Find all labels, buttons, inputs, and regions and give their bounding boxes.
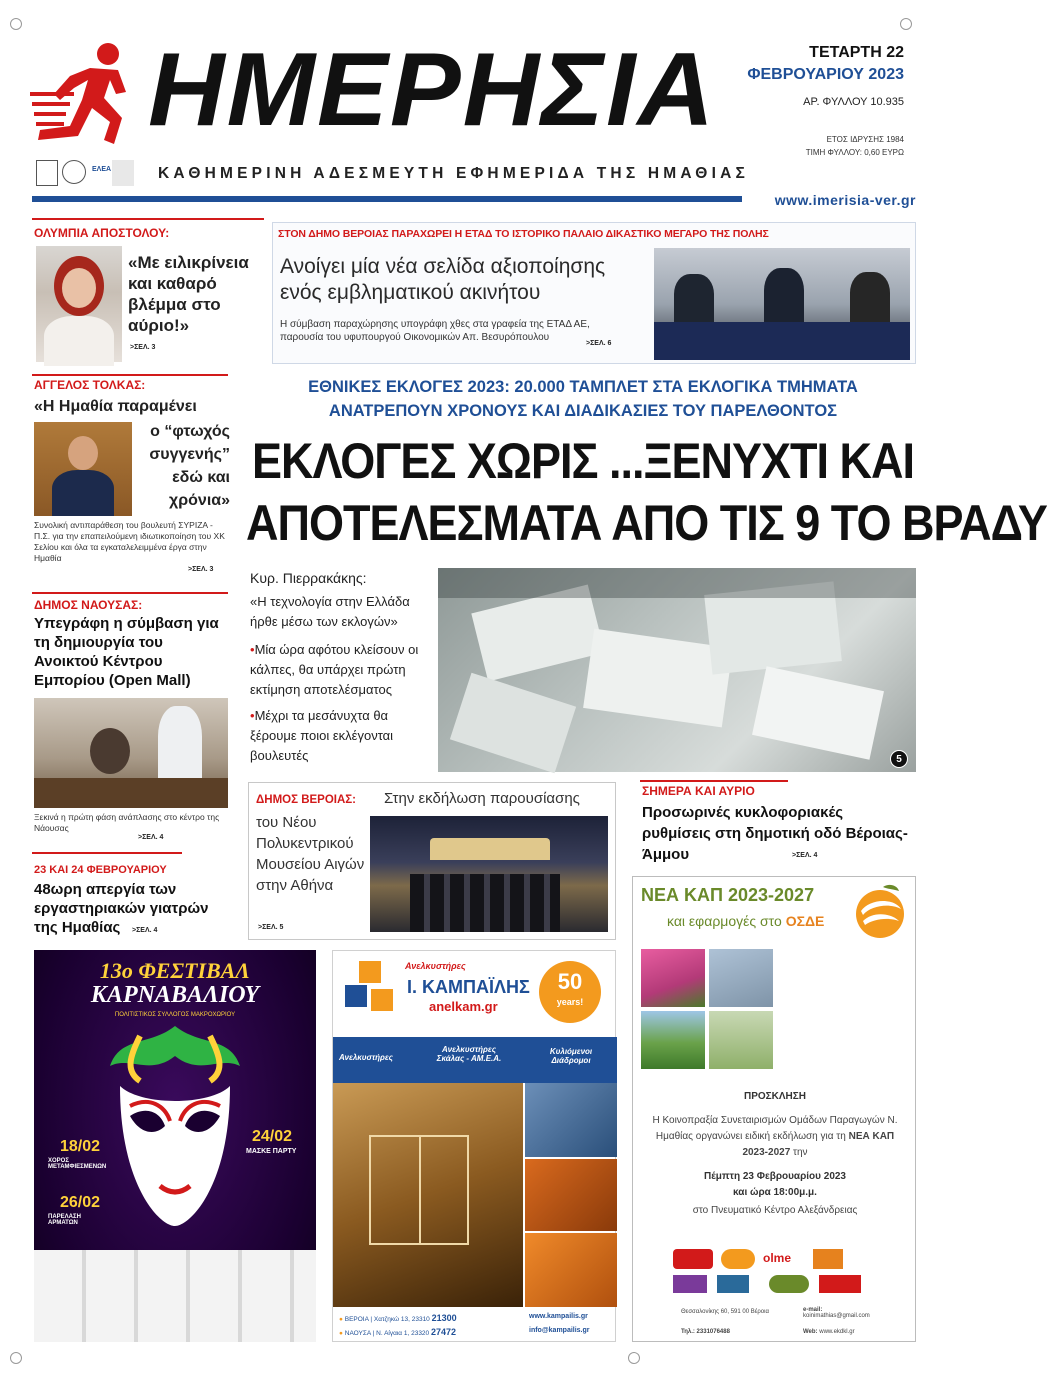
strike-headline: 48ωρη απεργία των εργαστηριακών γιατρών της Ημαθίας	[34, 881, 209, 936]
founded-year: ΕΤΟΣ ΙΔΡΥΣΗΣ 1984	[826, 135, 904, 144]
kap-contact-mail-label: e-mail:	[803, 1307, 823, 1313]
kap-contact-web	[803, 1329, 855, 1335]
main-kicker-line-1: ΕΘΝΙΚΕΣ ΕΚΛΟΓΕΣ 2023: 20.000 ΤΑΜΠΛΕΤ ΣΤΑ ΕΚΛΟΓΙΚΑ ΤΜΗΜΑΤΑ	[308, 378, 858, 396]
carnival-event-3: ΠΑΡΕΛΑΣΗ ΑΡΜΑΤΩΝ	[48, 1214, 81, 1226]
elevator-company: Ι. ΚΑΜΠΑΪΛΗΣ	[407, 977, 530, 997]
kap-contact-address: Θεσσαλονίκης 60, 591 00 Βέροια	[681, 1309, 769, 1315]
issue-month-year: ΦΕΒΡΟΥΑΡΙΟΥ 2023	[747, 66, 904, 83]
acropolis-event-photo	[370, 816, 608, 932]
tolkas-photo	[34, 422, 132, 516]
main-quote: «Η τεχνολογία στην Ελλάδα ήρθε μέσω των εκλογών»	[250, 594, 410, 629]
elevator-cubes-logo-icon	[341, 959, 401, 1019]
kap-when: Πέμπτη 23 Φεβρουαρίου 2023	[704, 1171, 846, 1182]
kap-photo-blossom	[641, 949, 705, 1007]
section-rule	[32, 852, 182, 854]
section-rule	[32, 374, 228, 376]
elevator-service-3: Κυλιόμενοι Διάδρομοι	[549, 1047, 593, 1065]
certification-badge-icon	[36, 160, 58, 186]
kap-contact-mail-value[interactable]: koinimathias@gmail.com	[803, 1313, 870, 1319]
carnival-event-2: ΜΑΣΚΕ ΠΑΡΤΥ	[246, 1148, 297, 1155]
naousa-text: Ξεκινά η πρώτη φάση ανάπλασης στο κέντρο της Νάουσας	[34, 812, 220, 833]
elevator-domain[interactable]: anelkam.gr	[429, 999, 498, 1014]
carnival-event-1: ΧΟΡΟΣ ΜΕΤΑΜΦΙΕΣΜΕΝΩΝ	[48, 1158, 107, 1170]
tolkas-quote-line-2: ο “φτωχός συγγενής” εδώ και χρόνια»	[149, 423, 230, 509]
partner-logo-icon	[819, 1275, 861, 1293]
main-bullet-1	[250, 640, 436, 700]
elevator-phone-2: 27472	[430, 1327, 457, 1337]
naousa-signing-photo	[34, 698, 228, 808]
kap-ad	[632, 876, 916, 1342]
bullet-icon: •	[250, 642, 255, 657]
kap-photo-bird	[709, 949, 773, 1007]
kap-invite-text-2: την	[793, 1147, 808, 1158]
courthouse-signing-photo	[654, 248, 910, 360]
partner-logos	[673, 1249, 883, 1299]
partner-logo-icon	[813, 1249, 843, 1269]
tolkas-label: ΑΓΓΕΛΟΣ ΤΟΛΚΑΣ:	[34, 378, 146, 392]
main-speaker: Κυρ. Πιερρακάκης:	[250, 570, 367, 586]
runner-logo-icon	[30, 40, 140, 150]
carnival-date-1: 18/02	[60, 1138, 101, 1155]
strike-page-ref[interactable]: >ΣΕΛ. 4	[132, 927, 158, 934]
bullet-icon: •	[250, 708, 255, 723]
ela-badge: ΕΛΕΑ	[92, 166, 112, 173]
olympia-label: ΟΛΥΜΠΙΑ ΑΠΟΣΤΟΛΟΥ:	[34, 226, 170, 240]
museum-label: ΔΗΜΟΣ ΒΕΡΟΙΑΣ:	[256, 794, 357, 806]
elevator-kicker: Ανελκυστήρες	[405, 961, 466, 971]
kap-where: στο Πνευματικό Κέντρο Αλεξάνδρειας	[692, 1205, 858, 1216]
carnival-title-1: 13ο ΦΕΣΤΙΒΑΛ	[99, 958, 251, 983]
partner-logo-icon	[721, 1249, 755, 1269]
escalator-photo	[525, 1083, 617, 1157]
main-bullet-2	[250, 706, 436, 766]
elevator-ad	[332, 950, 616, 1342]
location-pin-icon: ●	[339, 1316, 343, 1323]
section-rule	[640, 780, 788, 782]
kap-photo-wheat	[709, 1011, 773, 1069]
carnival-title-2: ΚΑΡΝΑΒΑΛΙΟΥ	[90, 982, 260, 1008]
tagline: ΚΑΘΗΜΕΡΙΝΗ ΑΔΕΣΜΕΥΤΗ ΕΦΗΜΕΡΙΔΑ ΤΗΣ ΗΜΑΘΙΑΣ	[158, 165, 749, 182]
courthouse-bullet: Η σύμβαση παραχώρησης υπογράφη χθες στα γραφεία της ΕΤΑΔ ΑΕ, παρουσία του υφυπουργού Οικονομικών Απ. Βεσυρόπουλου	[280, 319, 590, 343]
anniversary-badge	[539, 961, 601, 1023]
kap-subtitle-accent: ΟΣΔΕ	[785, 913, 825, 929]
kap-contact-tel: Τηλ.: 2331076488	[681, 1329, 730, 1335]
carnival-date-3: 26/02	[60, 1194, 101, 1211]
carnival-mask-icon	[100, 1026, 250, 1226]
tolkas-page-ref[interactable]: >ΣΕΛ. 3	[188, 566, 214, 573]
tolkas-text: Συνολική αντιπαράθεση του βουλευτή ΣΥΡΙΖΑ - Π.Σ. για την επαπειλούμενη ιδιωτικοποίηση του ΧΚ Σελίου και όλα τα εγκαταλελειμμένα έργα στην Ημαθία	[34, 520, 225, 563]
museum-text-line-1: Στην εκδήλωση παρουσίασης	[384, 790, 580, 807]
anniversary-label: years!	[556, 997, 584, 1007]
elevator-address-1	[339, 1313, 457, 1323]
crop-mark-left	[10, 18, 22, 30]
main-kicker-line-2: ΑΝΑΤΡΕΠΟΥΝ ΧΡΟΝΟΥΣ ΚΑΙ ΔΙΑΔΙΚΑΣΙΕΣ ΤΟΥ ΠΑΡΕΛΘΟΝΤΟΣ	[328, 402, 838, 420]
crop-mark-bottom-left	[10, 1352, 22, 1364]
courthouse-kicker: ΣΤΟΝ ΔΗΜΟ ΒΕΡΟΙΑΣ ΠΑΡΑΧΩΡΕΙ Η ΕΤΑΔ ΤΟ ΙΣΤΟΡΙΚΟ ΠΑΛΑΙΟ ΔΙΚΑΣΤΙΚΟ ΜΕΓΑΡΟ ΤΗΣ ΠΟΛΗΣ	[278, 228, 769, 240]
kap-title: ΝΕΑ ΚΑΠ 2023-2027	[641, 885, 815, 905]
carnival-ad	[34, 950, 316, 1342]
kap-invite-bold: ΝΕΑ ΚΑΠ 2023-2027	[742, 1131, 895, 1158]
elevator-main-photo	[333, 1083, 523, 1307]
press-badge-icon	[112, 160, 134, 186]
issue-price: ΤΙΜΗ ΦΥΛΛΟΥ: 0,60 ΕΥΡΩ	[805, 148, 904, 157]
partner-logo-icon	[717, 1275, 749, 1293]
section-rule	[32, 218, 264, 220]
eu-stars-badge-icon	[62, 160, 86, 184]
elevator-service-2: Ανελκυστήρες Σκάλας - ΑΜ.Ε.Α.	[436, 1045, 502, 1063]
crop-mark-bottom-mid	[628, 1352, 640, 1364]
partner-logo-icon	[673, 1249, 713, 1269]
carnival-date-2: 24/02	[252, 1128, 293, 1145]
elevator-address-2	[339, 1327, 456, 1337]
carnival-subtitle: ΠΟΛΙΤΙΣΤΙΚΟΣ ΣΥΛΛΟΓΟΣ ΜΑΚΡΟΧΩΡΙΟΥ	[114, 1012, 236, 1018]
main-headline-line-2: ΑΠΟΤΕΛΕΣΜΑΤΑ ΑΠΟ ΤΙΣ 9 ΤΟ ΒΡΑΔΥ	[246, 493, 1047, 552]
anniversary-years: 50	[557, 969, 583, 994]
naousa-page-ref[interactable]: >ΣΕΛ. 4	[138, 834, 164, 841]
issue-number: ΑΡ. ΦΥΛΛΟΥ 10.935	[803, 96, 904, 108]
kap-invite-body	[651, 1113, 899, 1161]
section-rule	[32, 592, 228, 594]
kap-subtitle	[667, 913, 824, 929]
tolkas-quote-line-1: «Η Ημαθία παραμένει	[34, 398, 197, 415]
masthead-divider	[32, 196, 742, 202]
elevator-email[interactable]: info@kampailis.gr	[529, 1327, 590, 1334]
sponsor-logos	[34, 1250, 316, 1342]
issue-day: ΤΕΤΑΡΤΗ 22	[809, 44, 904, 61]
kap-invite-text: Η Κοινοπραξία Συνεταιρισμών Ομάδων Παραγωγών Ν. Ημαθίας οργανώνει ειδική εκδήλωση για τη	[652, 1115, 898, 1142]
kap-subtitle-text: και εφαρμογές στο	[667, 913, 782, 929]
orange-swirl-logo-icon	[849, 881, 911, 943]
ballot-envelopes-photo	[438, 568, 916, 772]
olympia-quote: «Με ειλικρίνεια και καθαρό βλέμμα στο αύριο!»	[128, 253, 249, 335]
traffic-headline: Προσωρινές κυκλοφοριακές ρυθμίσεις στη δημοτική οδό Βέροιας-Άμμου	[642, 804, 908, 863]
website-link[interactable]: www.imerisia-ver.gr	[774, 192, 916, 208]
kap-hour: και ώρα 18:00μ.μ.	[733, 1187, 817, 1198]
naousa-label: ΔΗΜΟΣ ΝΑΟΥΣΑΣ:	[34, 598, 143, 612]
stairlift-photo	[525, 1233, 617, 1307]
olympia-page-ref[interactable]: >ΣΕΛ. 3	[130, 344, 156, 351]
main-bullet-1-text: Μία ώρα αφότου κλείσουν οι κάλπες, θα υπάρχει πρώτη εκτίμηση αποτελέσματος	[250, 642, 419, 697]
kap-invite-title: ΠΡΟΣΚΛΗΣΗ	[743, 1091, 806, 1102]
strike-label: 23 ΚΑΙ 24 ΦΕΒΡΟΥΑΡΙΟΥ	[34, 864, 167, 876]
partner-logo-icon	[769, 1275, 809, 1293]
main-headline-line-1: ΕΚΛΟΓΕΣ ΧΩΡΙΣ ...ΞΕΝΥΧΤΙ ΚΑΙ	[251, 431, 914, 490]
traffic-page-ref[interactable]: >ΣΕΛ. 4	[792, 852, 818, 859]
elevator-phone-1: 21300	[431, 1313, 457, 1323]
kap-contact-web-label: Web:	[803, 1329, 818, 1335]
courthouse-headline: Ανοίγει μία νέα σελίδα αξιοποίησης ενός εμβληματικού ακινήτου	[280, 255, 606, 304]
elevator-address-2-text: ΝΑΟΥΣΑ | Ν. Αίγαια 1, 23320	[344, 1330, 430, 1337]
museum-text-line-2: του Νέου Πολυκεντρικού Μουσείου Αιγών στην Αθήνα	[256, 814, 365, 894]
partner-logo-olme: olme	[763, 1251, 792, 1265]
kap-contact-web-value[interactable]: www.ekdkl.gr	[819, 1329, 855, 1335]
museum-page-ref[interactable]: >ΣΕΛ. 5	[258, 924, 284, 931]
hallway-photo	[525, 1159, 617, 1231]
naousa-headline: Υπεγράφη η σύμβαση για τη δημιουργία του Ανοικτού Κέντρου Εμπορίου (Open Mall)	[34, 615, 219, 689]
elevator-service-1: Ανελκυστήρες	[339, 1053, 393, 1062]
newspaper-logo: ΗΜΕΡΗΣΙΑ	[148, 32, 717, 148]
partner-logo-icon	[673, 1275, 707, 1293]
elevator-address-1-text: ΒΕΡΟΙΑ | Χατζηκώ 13, 23310	[344, 1316, 430, 1323]
crop-mark-right	[900, 18, 912, 30]
kap-photo-cows	[641, 1011, 705, 1069]
main-bullet-2-text: Μέχρι τα μεσάνυχτα θα ξέρουμε ποιοι εκλέγονται βουλευτές	[250, 708, 394, 763]
elevator-web[interactable]: www.kampailis.gr	[529, 1313, 588, 1320]
traffic-label: ΣΗΜΕΡΑ ΚΑΙ ΑΥΡΙΟ	[642, 784, 755, 798]
olympia-photo	[36, 246, 122, 362]
kap-contact-mail	[803, 1307, 870, 1319]
main-page-badge[interactable]: 5	[890, 750, 908, 768]
location-pin-icon: ●	[339, 1330, 343, 1337]
courthouse-page-ref[interactable]: >ΣΕΛ. 6	[586, 340, 612, 347]
